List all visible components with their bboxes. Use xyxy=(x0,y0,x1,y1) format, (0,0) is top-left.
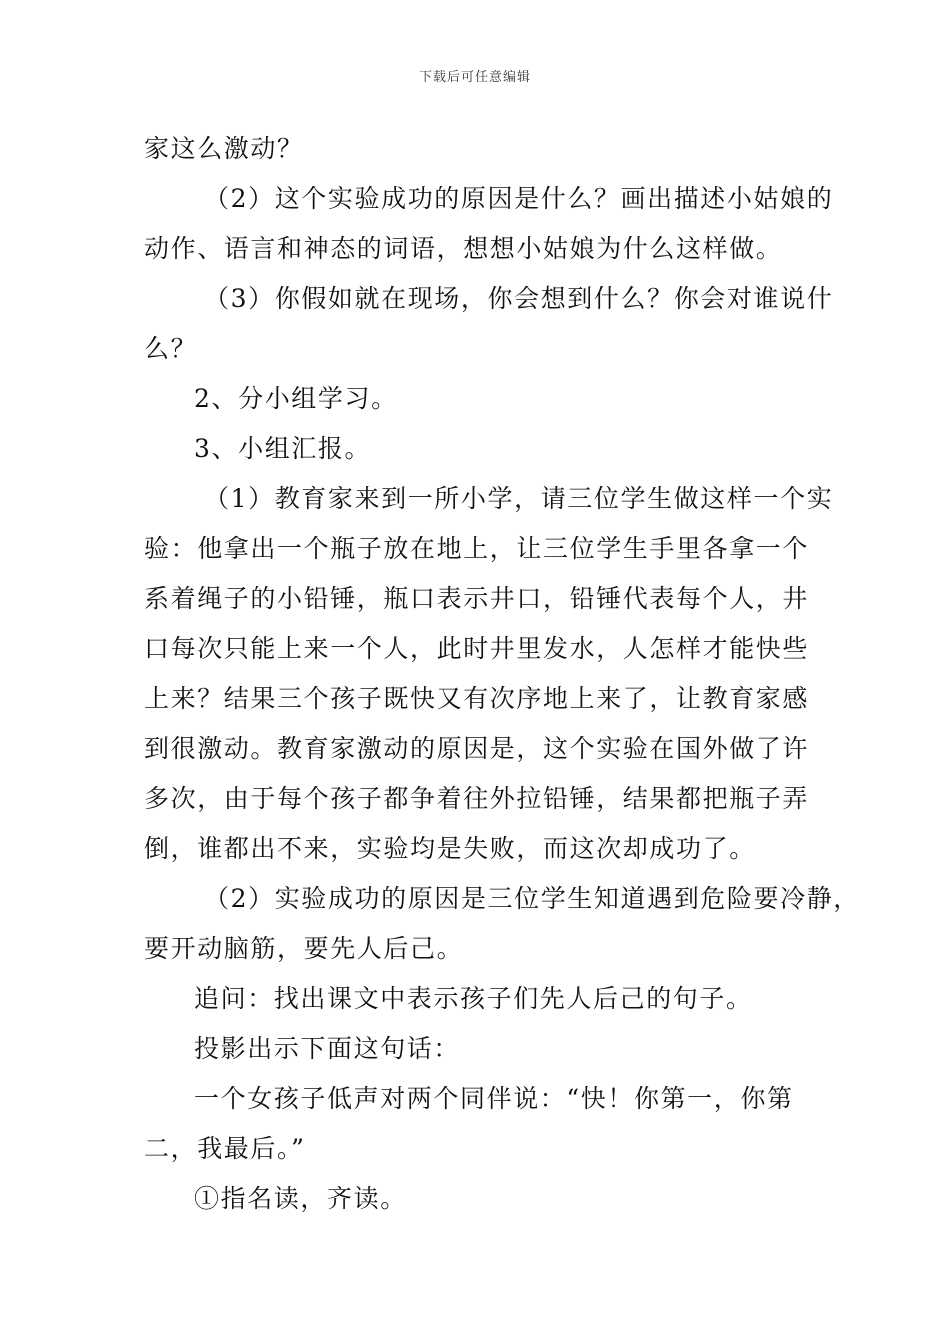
text-line: 倒，谁都出不来，实验均是失败，而这次却成功了。 xyxy=(144,834,756,863)
text-line: 投影出示下面这句话： xyxy=(194,1034,461,1063)
text-line: 到很激动。教育家激动的原因是，这个实验在国外做了许 xyxy=(144,734,810,763)
text-line: 上来？结果三个孩子既快又有次序地上来了，让教育家感 xyxy=(144,684,810,713)
page-header: 下载后可任意编辑 xyxy=(418,70,531,85)
text-line: 么？ xyxy=(144,334,198,363)
text-line: 验：他拿出一个瓶子放在地上，让三位学生手里各拿一个 xyxy=(144,534,810,563)
text-line: 口每次只能上来一个人，此时井里发水，人怎样才能快些 xyxy=(144,634,810,663)
text-line: （3）你假如就在现场，你会想到什么？你会对谁说什 xyxy=(204,284,834,313)
text-line: 家这么激动？ xyxy=(144,134,304,163)
text-line: 二，我最后。” xyxy=(144,1134,306,1163)
text-line: 3、小组汇报。 xyxy=(194,434,372,463)
text-line: 2、分小组学习。 xyxy=(194,384,398,413)
text-line: 动作、语言和神态的词语，想想小姑娘为什么这样做。 xyxy=(144,234,783,263)
document-body xyxy=(144,124,860,1224)
text-line: ①指名读，齐读。 xyxy=(194,1184,407,1213)
text-line: 要开动脑筋，要先人后己。 xyxy=(144,934,464,963)
text-line: （2）实验成功的原因是三位学生知道遇到危险要冷静， xyxy=(204,884,860,913)
text-line: （1）教育家来到一所小学，请三位学生做这样一个实 xyxy=(204,484,834,513)
text-line: （2）这个实验成功的原因是什么？画出描述小姑娘的 xyxy=(204,184,834,213)
text-line: 系着绳子的小铅锤，瓶口表示井口，铅锤代表每个人，井 xyxy=(144,584,810,613)
text-line: 一个女孩子低声对两个同伴说：“快！你第一，你第 xyxy=(194,1084,794,1113)
text-line: 追问：找出课文中表示孩子们先人后己的句子。 xyxy=(194,984,753,1013)
text-line: 多次，由于每个孩子都争着往外拉铅锤，结果都把瓶子弄 xyxy=(144,784,810,813)
